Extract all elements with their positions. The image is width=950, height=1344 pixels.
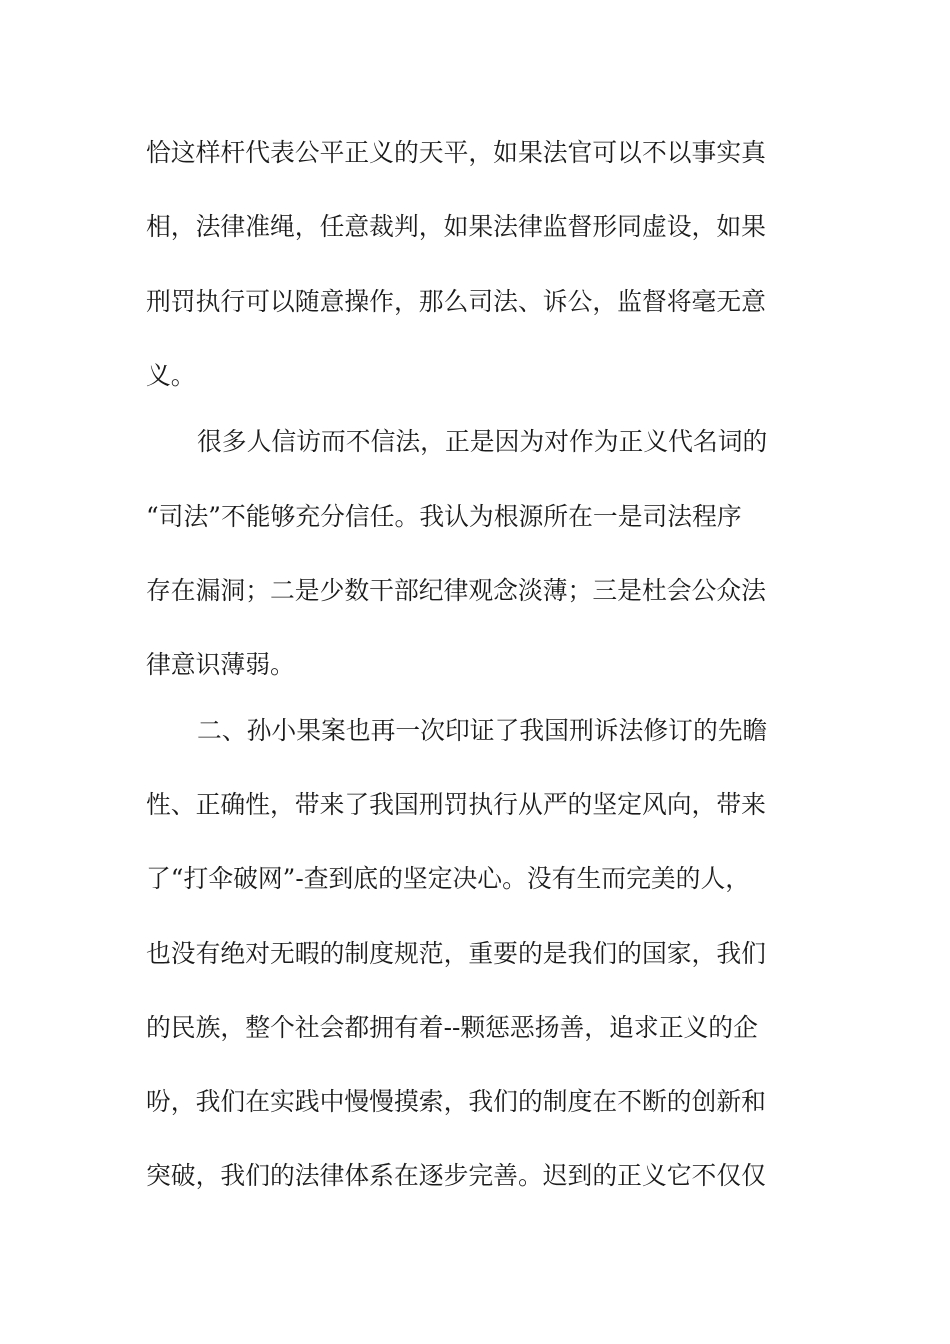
paragraph-1-line-1: 恰这样杆代表公平正义的天平，如果法官可以不以事实真 <box>146 138 766 167</box>
paragraph-2-line-3: 存在漏洞；二是少数干部纪律观念淡薄；三是杜会公众法 <box>146 576 766 605</box>
paragraph-1-line-4: 义。 <box>146 361 196 390</box>
paragraph-3-line-3: 了“打伞破网”-查到底的坚定决心。没有生而完美的人， <box>146 864 751 893</box>
paragraph-3-line-2: 性、正确性，带来了我国刑罚执行从严的坚定风向，带来 <box>146 790 766 819</box>
paragraph-1-line-3: 刑罚执行可以随意操作，那么司法、诉公，监督将毫无意 <box>146 287 766 316</box>
paragraph-1-line-2: 相，法律准绳，任意裁判，如果法律监督形同虚设，如果 <box>146 212 766 241</box>
paragraph-2-line-2: “司法”不能够充分信任。我认为根源所在一是司法程序 <box>146 502 742 531</box>
paragraph-3-line-1: 二、孙小果案也再一次印证了我国刑诉法修订的先瞻 <box>197 716 768 745</box>
paragraph-3-line-7: 突破，我们的法律体系在逐步完善。迟到的正义它不仅仅 <box>146 1161 766 1190</box>
paragraph-2-line-1: 很多人信访而不信法，正是因为对作为正义代名词的 <box>197 427 768 456</box>
paragraph-2-line-4: 律意识薄弱。 <box>146 650 295 679</box>
paragraph-3-line-6: 吩，我们在实践中慢慢摸索，我们的制度在不断的创新和 <box>146 1087 766 1116</box>
paragraph-3-line-5: 的民族，整个社会都拥有着--颗惩恶扬善，追求正义的企 <box>146 1013 758 1042</box>
paragraph-3-line-4: 也没有绝对无暇的制度规范，重要的是我们的国家，我们 <box>146 939 766 968</box>
